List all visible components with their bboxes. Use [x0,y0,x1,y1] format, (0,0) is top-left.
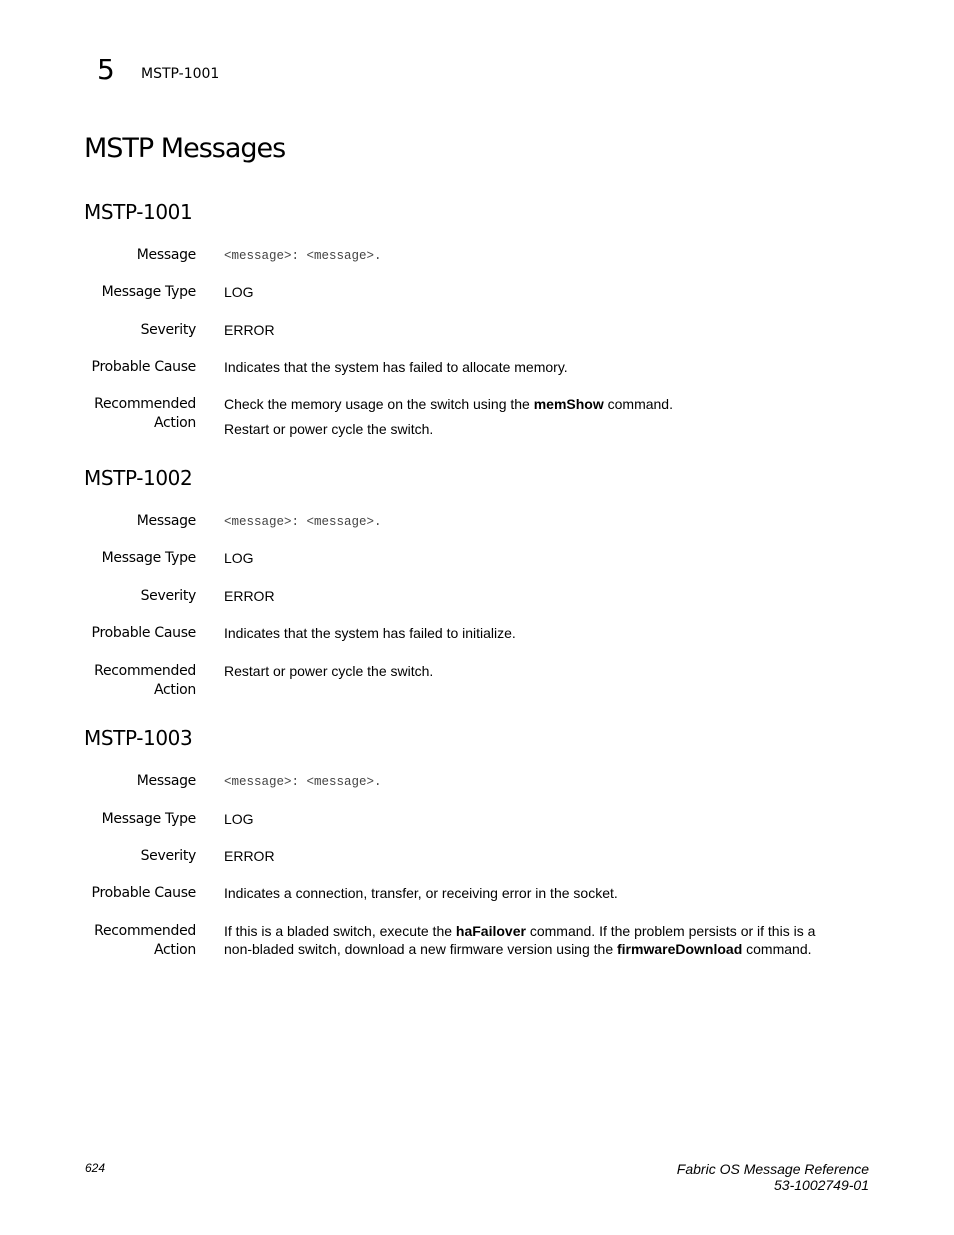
running-head: MSTP-1001 [141,66,220,82]
recommended-action-label [0,395,196,433]
probable-cause-label: Probable Cause [91,625,196,641]
section-title-mstp-1002: MSTP-1002 [84,466,193,490]
action-label: Action [153,415,196,431]
message-value: <message>: <message>. [224,515,382,529]
probable-cause-value: Indicates that the system has failed to initialize. [224,625,516,641]
footer-doc-title: Fabric OS Message Reference [676,1161,869,1177]
message-type-value: LOG [224,811,254,827]
severity-label: Severity [140,588,196,604]
recommended-action-value: If this is a bladed switch, execute the haFailover command. If the problem persists or if this is a non-bladed switch, download a new firmware version using the firmwareDownload command. [224,923,816,957]
action-line-1: Check the memory usage on the switch using the memShow command. [224,396,673,412]
command-hafailover: haFailover [455,923,526,939]
probable-cause-label: Probable Cause [91,359,196,375]
probable-cause-label: Probable Cause [91,885,196,901]
recommended-action-label [0,662,196,700]
page-title: MSTP Messages [84,133,286,164]
action-line-2: Restart or power cycle the switch. [224,421,434,437]
severity-value: ERROR [224,588,275,604]
recommended-action-label [0,922,196,960]
message-type-label: Message Type [101,550,196,566]
probable-cause-value: Indicates that the system has failed to allocate memory. [224,359,568,375]
command-memshow: memShow [533,396,604,412]
severity-label: Severity [140,322,196,338]
message-label: Message [136,773,196,789]
recommended-label: Recommended [94,396,196,412]
message-label: Message [136,247,196,263]
action-label: Action [153,682,196,698]
message-type-value: LOG [224,550,254,566]
footer-doc-info [677,1161,869,1193]
section-title-mstp-1003: MSTP-1003 [84,726,193,750]
recommended-label: Recommended [94,923,196,939]
action-label: Action [153,942,196,958]
recommended-action-value [224,395,824,438]
message-type-label: Message Type [101,284,196,300]
probable-cause-value: Indicates a connection, transfer, or receiving error in the socket. [224,885,618,901]
message-label: Message [136,513,196,529]
message-type-label: Message Type [101,811,196,827]
message-value: <message>: <message>. [224,249,382,263]
message-value: <message>: <message>. [224,775,382,789]
footer-doc-number: 53-1002749-01 [774,1177,869,1193]
command-firmwaredownload: firmwareDownload [617,941,743,957]
severity-label: Severity [140,848,196,864]
recommended-label: Recommended [94,663,196,679]
recommended-action-value: Restart or power cycle the switch. [224,663,434,679]
message-type-value: LOG [224,284,254,300]
footer-page-number: 624 [85,1161,106,1175]
section-title-mstp-1001: MSTP-1001 [84,200,193,224]
severity-value: ERROR [224,322,275,338]
chapter-number: 5 [97,53,115,86]
severity-value: ERROR [224,848,275,864]
